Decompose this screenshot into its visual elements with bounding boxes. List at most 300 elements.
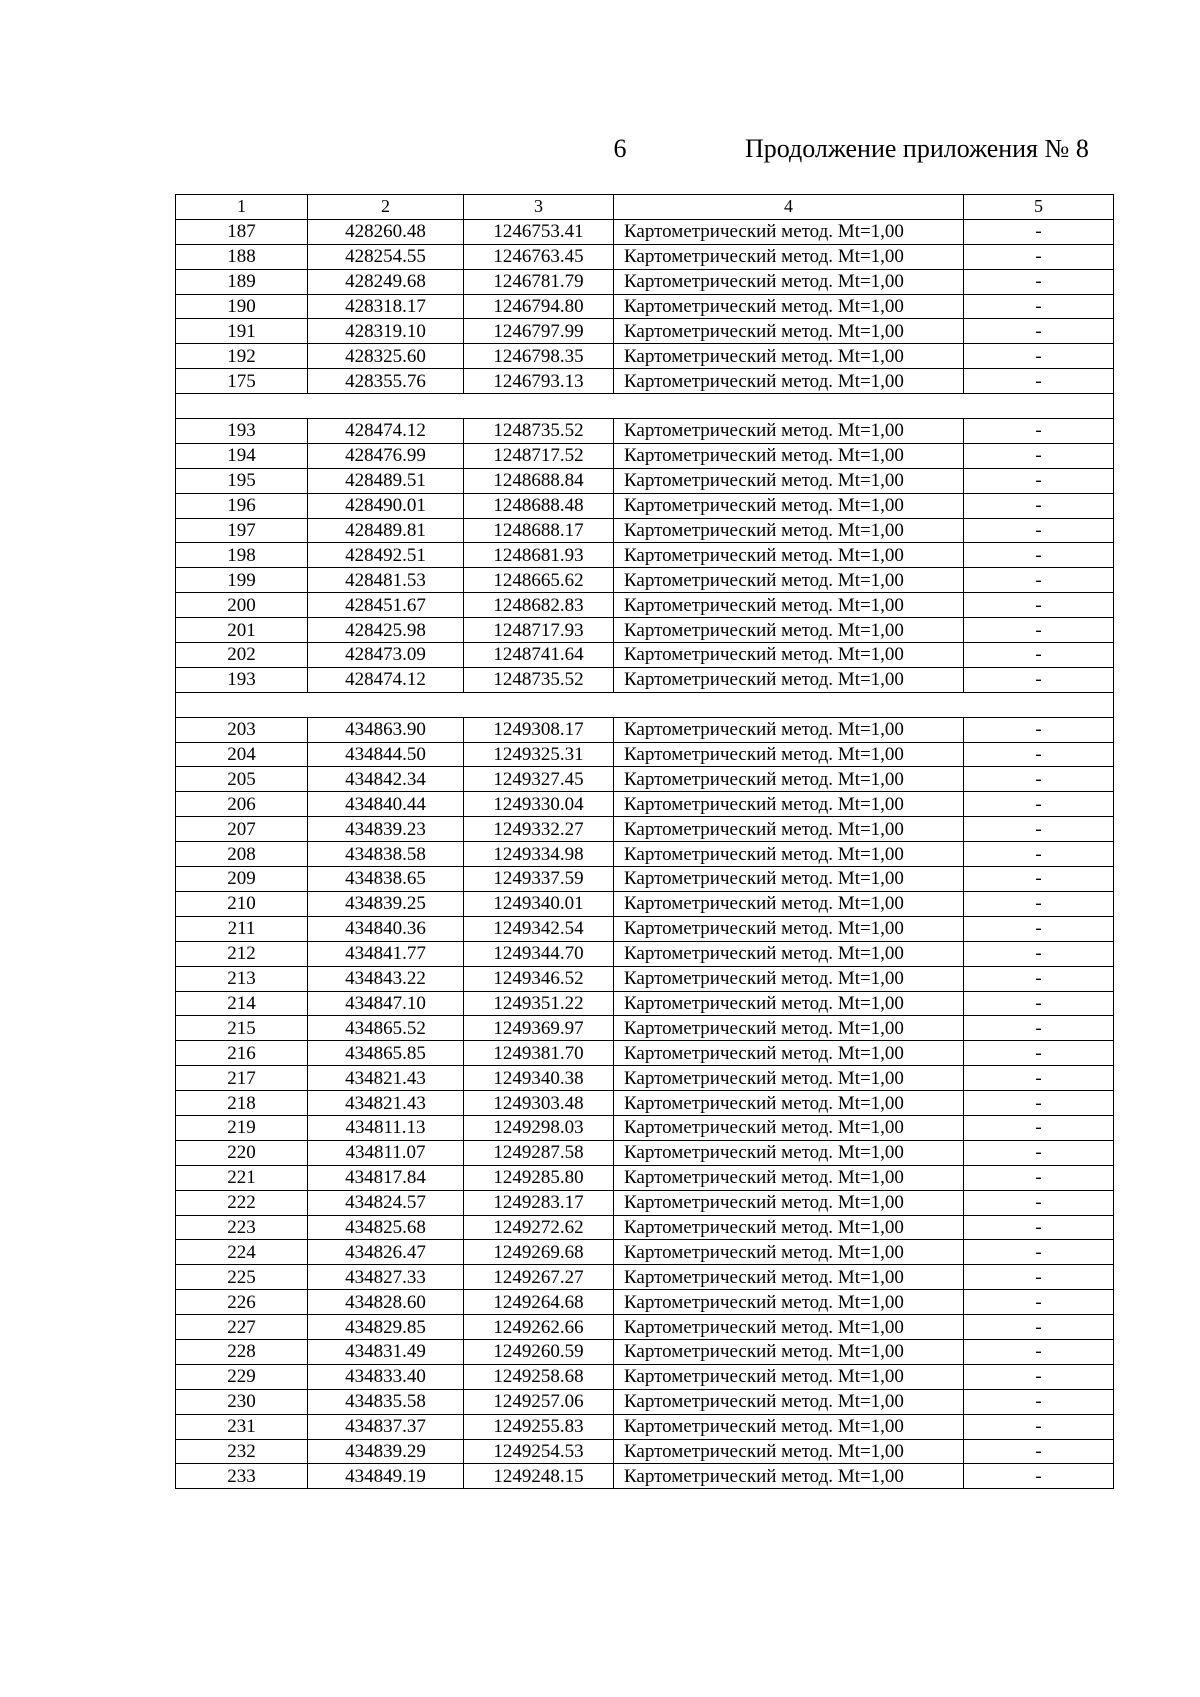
table-row [176,867,1114,892]
method-cell: Картометрический метод. Mt=1,00 [614,369,964,394]
table-row [176,443,1114,468]
note-cell: - [964,1414,1114,1439]
table-row [176,1165,1114,1190]
x-coordinate-cell: 434840.36 [308,916,464,941]
method-cell: Картометрический метод. Mt=1,00 [614,1190,964,1215]
table-row [176,817,1114,842]
table-row [176,1091,1114,1116]
table-row [176,319,1114,344]
method-cell: Картометрический метод. Mt=1,00 [614,1091,964,1116]
table-row [176,294,1114,319]
table-row [176,344,1114,369]
method-cell: Картометрический метод. Mt=1,00 [614,244,964,269]
method-cell: Картометрический метод. Mt=1,00 [614,1115,964,1140]
method-cell: Картометрический метод. Mt=1,00 [614,1041,964,1066]
method-cell: Картометрический метод. Mt=1,00 [614,568,964,593]
method-cell: Картометрический метод. Mt=1,00 [614,742,964,767]
method-cell: Картометрический метод. Mt=1,00 [614,667,964,692]
point-number-cell: 226 [176,1290,308,1315]
x-coordinate-cell: 434847.10 [308,991,464,1016]
column-header-1: 1 [176,195,308,220]
x-coordinate-cell: 434842.34 [308,767,464,792]
y-coordinate-cell: 1249248.15 [464,1464,614,1489]
y-coordinate-cell: 1246798.35 [464,344,614,369]
method-cell: Картометрический метод. Mt=1,00 [614,916,964,941]
method-cell: Картометрический метод. Mt=1,00 [614,867,964,892]
coordinates-table [175,194,1114,1489]
point-number-cell: 202 [176,643,308,668]
x-coordinate-cell: 434840.44 [308,792,464,817]
point-number-cell: 200 [176,593,308,618]
y-coordinate-cell: 1248735.52 [464,419,614,444]
y-coordinate-cell: 1249325.31 [464,742,614,767]
note-cell: - [964,468,1114,493]
table-row [176,1240,1114,1265]
table-row [176,916,1114,941]
group-separator-cell [176,394,1114,419]
group-separator-row [176,394,1114,419]
y-coordinate-cell: 1246793.13 [464,369,614,394]
table-row [176,792,1114,817]
note-cell: - [964,1464,1114,1489]
method-cell: Картометрический метод. Mt=1,00 [614,792,964,817]
y-coordinate-cell: 1249258.68 [464,1364,614,1389]
x-coordinate-cell: 434825.68 [308,1215,464,1240]
method-cell: Картометрический метод. Mt=1,00 [614,1215,964,1240]
point-number-cell: 175 [176,369,308,394]
x-coordinate-cell: 428425.98 [308,618,464,643]
point-number-cell: 209 [176,867,308,892]
point-number-cell: 223 [176,1215,308,1240]
x-coordinate-cell: 434821.43 [308,1091,464,1116]
method-cell: Картометрический метод. Mt=1,00 [614,891,964,916]
note-cell: - [964,1215,1114,1240]
y-coordinate-cell: 1246781.79 [464,269,614,294]
point-number-cell: 232 [176,1439,308,1464]
x-coordinate-cell: 428474.12 [308,667,464,692]
point-number-cell: 190 [176,294,308,319]
point-number-cell: 193 [176,419,308,444]
point-number-cell: 192 [176,344,308,369]
note-cell: - [964,916,1114,941]
table-row [176,643,1114,668]
x-coordinate-cell: 428490.01 [308,493,464,518]
table-row [176,667,1114,692]
x-coordinate-cell: 434828.60 [308,1290,464,1315]
column-header-4: 4 [614,195,964,220]
note-cell: - [964,269,1114,294]
table-row [176,468,1114,493]
y-coordinate-cell: 1249257.06 [464,1389,614,1414]
note-cell: - [964,219,1114,244]
method-cell: Картометрический метод. Mt=1,00 [614,643,964,668]
y-coordinate-cell: 1249269.68 [464,1240,614,1265]
y-coordinate-cell: 1249327.45 [464,767,614,792]
note-cell: - [964,294,1114,319]
note-cell: - [964,891,1114,916]
table-row [176,419,1114,444]
x-coordinate-cell: 434827.33 [308,1265,464,1290]
note-cell: - [964,667,1114,692]
note-cell: - [964,867,1114,892]
method-cell: Картометрический метод. Mt=1,00 [614,1165,964,1190]
y-coordinate-cell: 1249340.01 [464,891,614,916]
method-cell: Картометрический метод. Mt=1,00 [614,767,964,792]
x-coordinate-cell: 434835.58 [308,1389,464,1414]
x-coordinate-cell: 434839.23 [308,817,464,842]
point-number-cell: 227 [176,1315,308,1340]
x-coordinate-cell: 428492.51 [308,543,464,568]
x-coordinate-cell: 428319.10 [308,319,464,344]
table-row [176,1016,1114,1041]
note-cell: - [964,1315,1114,1340]
x-coordinate-cell: 434839.25 [308,891,464,916]
x-coordinate-cell: 428481.53 [308,568,464,593]
table-row [176,1190,1114,1215]
table-row [176,717,1114,742]
note-cell: - [964,1439,1114,1464]
y-coordinate-cell: 1249255.83 [464,1414,614,1439]
x-coordinate-cell: 434849.19 [308,1464,464,1489]
method-cell: Картометрический метод. Mt=1,00 [614,1364,964,1389]
y-coordinate-cell: 1249260.59 [464,1339,614,1364]
table-row [176,742,1114,767]
note-cell: - [964,643,1114,668]
method-cell: Картометрический метод. Mt=1,00 [614,443,964,468]
y-coordinate-cell: 1246763.45 [464,244,614,269]
method-cell: Картометрический метод. Mt=1,00 [614,941,964,966]
point-number-cell: 198 [176,543,308,568]
point-number-cell: 211 [176,916,308,941]
table-row [176,1140,1114,1165]
point-number-cell: 219 [176,1115,308,1140]
point-number-cell: 203 [176,717,308,742]
note-cell: - [964,1140,1114,1165]
coordinates-table-body [176,195,1114,1489]
note-cell: - [964,966,1114,991]
x-coordinate-cell: 434811.07 [308,1140,464,1165]
note-cell: - [964,419,1114,444]
method-cell: Картометрический метод. Mt=1,00 [614,1240,964,1265]
method-cell: Картометрический метод. Mt=1,00 [614,966,964,991]
table-row [176,1115,1114,1140]
y-coordinate-cell: 1249298.03 [464,1115,614,1140]
y-coordinate-cell: 1246753.41 [464,219,614,244]
x-coordinate-cell: 434838.65 [308,867,464,892]
appendix-title: Продолжение приложения № 8 [745,134,1089,163]
method-cell: Картометрический метод. Mt=1,00 [614,294,964,319]
note-cell: - [964,1265,1114,1290]
point-number-cell: 216 [176,1041,308,1066]
y-coordinate-cell: 1249283.17 [464,1190,614,1215]
point-number-cell: 205 [176,767,308,792]
y-coordinate-cell: 1249303.48 [464,1091,614,1116]
x-coordinate-cell: 434829.85 [308,1315,464,1340]
table-row [176,1066,1114,1091]
y-coordinate-cell: 1248688.17 [464,518,614,543]
method-cell: Картометрический метод. Mt=1,00 [614,1265,964,1290]
y-coordinate-cell: 1249342.54 [464,916,614,941]
point-number-cell: 224 [176,1240,308,1265]
note-cell: - [964,1364,1114,1389]
note-cell: - [964,1240,1114,1265]
table-row [176,1389,1114,1414]
note-cell: - [964,1190,1114,1215]
y-coordinate-cell: 1248717.93 [464,618,614,643]
x-coordinate-cell: 434844.50 [308,742,464,767]
method-cell: Картометрический метод. Mt=1,00 [614,1315,964,1340]
point-number-cell: 201 [176,618,308,643]
method-cell: Картометрический метод. Mt=1,00 [614,593,964,618]
method-cell: Картометрический метод. Mt=1,00 [614,1464,964,1489]
point-number-cell: 208 [176,842,308,867]
x-coordinate-cell: 428451.67 [308,593,464,618]
table-row [176,1041,1114,1066]
point-number-cell: 233 [176,1464,308,1489]
x-coordinate-cell: 428355.76 [308,369,464,394]
y-coordinate-cell: 1249337.59 [464,867,614,892]
point-number-cell: 207 [176,817,308,842]
note-cell: - [964,742,1114,767]
table-row [176,1414,1114,1439]
column-header-3: 3 [464,195,614,220]
point-number-cell: 212 [176,941,308,966]
note-cell: - [964,593,1114,618]
method-cell: Картометрический метод. Mt=1,00 [614,269,964,294]
x-coordinate-cell: 434839.29 [308,1439,464,1464]
point-number-cell: 197 [176,518,308,543]
x-coordinate-cell: 434843.22 [308,966,464,991]
y-coordinate-cell: 1249308.17 [464,717,614,742]
note-cell: - [964,1091,1114,1116]
method-cell: Картометрический метод. Mt=1,00 [614,319,964,344]
y-coordinate-cell: 1249330.04 [464,792,614,817]
point-number-cell: 195 [176,468,308,493]
x-coordinate-cell: 434826.47 [308,1240,464,1265]
table-row [176,219,1114,244]
y-coordinate-cell: 1249332.27 [464,817,614,842]
point-number-cell: 214 [176,991,308,1016]
note-cell: - [964,941,1114,966]
note-cell: - [964,1066,1114,1091]
y-coordinate-cell: 1249369.97 [464,1016,614,1041]
method-cell: Картометрический метод. Mt=1,00 [614,543,964,568]
y-coordinate-cell: 1248682.83 [464,593,614,618]
y-coordinate-cell: 1249262.66 [464,1315,614,1340]
table-row [176,1290,1114,1315]
x-coordinate-cell: 434811.13 [308,1115,464,1140]
note-cell: - [964,493,1114,518]
point-number-cell: 206 [176,792,308,817]
note-cell: - [964,244,1114,269]
method-cell: Картометрический метод. Mt=1,00 [614,991,964,1016]
y-coordinate-cell: 1249267.27 [464,1265,614,1290]
x-coordinate-cell: 434865.52 [308,1016,464,1041]
method-cell: Картометрический метод. Mt=1,00 [614,717,964,742]
note-cell: - [964,767,1114,792]
x-coordinate-cell: 428489.81 [308,518,464,543]
note-cell: - [964,1339,1114,1364]
note-cell: - [964,518,1114,543]
x-coordinate-cell: 434863.90 [308,717,464,742]
note-cell: - [964,1290,1114,1315]
y-coordinate-cell: 1248681.93 [464,543,614,568]
note-cell: - [964,792,1114,817]
note-cell: - [964,717,1114,742]
x-coordinate-cell: 434833.40 [308,1364,464,1389]
point-number-cell: 210 [176,891,308,916]
method-cell: Картометрический метод. Mt=1,00 [614,344,964,369]
x-coordinate-cell: 428260.48 [308,219,464,244]
point-number-cell: 191 [176,319,308,344]
table-row [176,1364,1114,1389]
column-header-5: 5 [964,195,1114,220]
table-row [176,1265,1114,1290]
method-cell: Картометрический метод. Mt=1,00 [614,1066,964,1091]
note-cell: - [964,1389,1114,1414]
table-header-row [176,195,1114,220]
point-number-cell: 215 [176,1016,308,1041]
table-row [176,618,1114,643]
table-row [176,1315,1114,1340]
y-coordinate-cell: 1249340.38 [464,1066,614,1091]
note-cell: - [964,618,1114,643]
point-number-cell: 220 [176,1140,308,1165]
x-coordinate-cell: 434838.58 [308,842,464,867]
table-row [176,1339,1114,1364]
table-row [176,891,1114,916]
note-cell: - [964,443,1114,468]
table-row [176,269,1114,294]
y-coordinate-cell: 1249285.80 [464,1165,614,1190]
table-row [176,593,1114,618]
note-cell: - [964,319,1114,344]
y-coordinate-cell: 1249334.98 [464,842,614,867]
method-cell: Картометрический метод. Mt=1,00 [614,419,964,444]
x-coordinate-cell: 428249.68 [308,269,464,294]
method-cell: Картометрический метод. Mt=1,00 [614,842,964,867]
table-row [176,369,1114,394]
page-number: 6 [613,134,627,163]
note-cell: - [964,817,1114,842]
note-cell: - [964,991,1114,1016]
table-row [176,1439,1114,1464]
x-coordinate-cell: 434824.57 [308,1190,464,1215]
point-number-cell: 187 [176,219,308,244]
table-row [176,543,1114,568]
method-cell: Картометрический метод. Mt=1,00 [614,817,964,842]
y-coordinate-cell: 1248688.48 [464,493,614,518]
note-cell: - [964,344,1114,369]
y-coordinate-cell: 1249381.70 [464,1041,614,1066]
point-number-cell: 193 [176,667,308,692]
y-coordinate-cell: 1248741.64 [464,643,614,668]
note-cell: - [964,568,1114,593]
point-number-cell: 196 [176,493,308,518]
y-coordinate-cell: 1246797.99 [464,319,614,344]
method-cell: Картометрический метод. Mt=1,00 [614,1389,964,1414]
point-number-cell: 194 [176,443,308,468]
point-number-cell: 199 [176,568,308,593]
x-coordinate-cell: 428474.12 [308,419,464,444]
method-cell: Картометрический метод. Mt=1,00 [614,618,964,643]
y-coordinate-cell: 1249346.52 [464,966,614,991]
point-number-cell: 221 [176,1165,308,1190]
point-number-cell: 228 [176,1339,308,1364]
y-coordinate-cell: 1248665.62 [464,568,614,593]
x-coordinate-cell: 434865.85 [308,1041,464,1066]
method-cell: Картометрический метод. Mt=1,00 [614,468,964,493]
point-number-cell: 222 [176,1190,308,1215]
x-coordinate-cell: 434817.84 [308,1165,464,1190]
y-coordinate-cell: 1249287.58 [464,1140,614,1165]
x-coordinate-cell: 428476.99 [308,443,464,468]
table-row [176,966,1114,991]
method-cell: Картометрический метод. Mt=1,00 [614,219,964,244]
table-row [176,842,1114,867]
y-coordinate-cell: 1248688.84 [464,468,614,493]
table-row [176,991,1114,1016]
group-separator-cell [176,692,1114,717]
table-row [176,518,1114,543]
method-cell: Картометрический метод. Mt=1,00 [614,1339,964,1364]
note-cell: - [964,1165,1114,1190]
x-coordinate-cell: 434841.77 [308,941,464,966]
note-cell: - [964,1115,1114,1140]
method-cell: Картометрический метод. Mt=1,00 [614,1290,964,1315]
table-row [176,1464,1114,1489]
table-row [176,941,1114,966]
y-coordinate-cell: 1248735.52 [464,667,614,692]
y-coordinate-cell: 1249254.53 [464,1439,614,1464]
point-number-cell: 217 [176,1066,308,1091]
table-row [176,493,1114,518]
x-coordinate-cell: 434831.49 [308,1339,464,1364]
method-cell: Картометрический метод. Mt=1,00 [614,493,964,518]
column-header-2: 2 [308,195,464,220]
table-row [176,568,1114,593]
point-number-cell: 218 [176,1091,308,1116]
method-cell: Картометрический метод. Mt=1,00 [614,1414,964,1439]
group-separator-row [176,692,1114,717]
point-number-cell: 229 [176,1364,308,1389]
y-coordinate-cell: 1249344.70 [464,941,614,966]
method-cell: Картометрический метод. Mt=1,00 [614,1140,964,1165]
y-coordinate-cell: 1246794.80 [464,294,614,319]
point-number-cell: 225 [176,1265,308,1290]
y-coordinate-cell: 1249272.62 [464,1215,614,1240]
note-cell: - [964,842,1114,867]
x-coordinate-cell: 428489.51 [308,468,464,493]
table-row [176,244,1114,269]
point-number-cell: 189 [176,269,308,294]
point-number-cell: 204 [176,742,308,767]
note-cell: - [964,1016,1114,1041]
point-number-cell: 231 [176,1414,308,1439]
table-row [176,767,1114,792]
x-coordinate-cell: 434821.43 [308,1066,464,1091]
method-cell: Картометрический метод. Mt=1,00 [614,1016,964,1041]
method-cell: Картометрический метод. Mt=1,00 [614,1439,964,1464]
x-coordinate-cell: 428325.60 [308,344,464,369]
note-cell: - [964,543,1114,568]
y-coordinate-cell: 1249264.68 [464,1290,614,1315]
x-coordinate-cell: 428254.55 [308,244,464,269]
point-number-cell: 188 [176,244,308,269]
note-cell: - [964,1041,1114,1066]
x-coordinate-cell: 428318.17 [308,294,464,319]
y-coordinate-cell: 1248717.52 [464,443,614,468]
